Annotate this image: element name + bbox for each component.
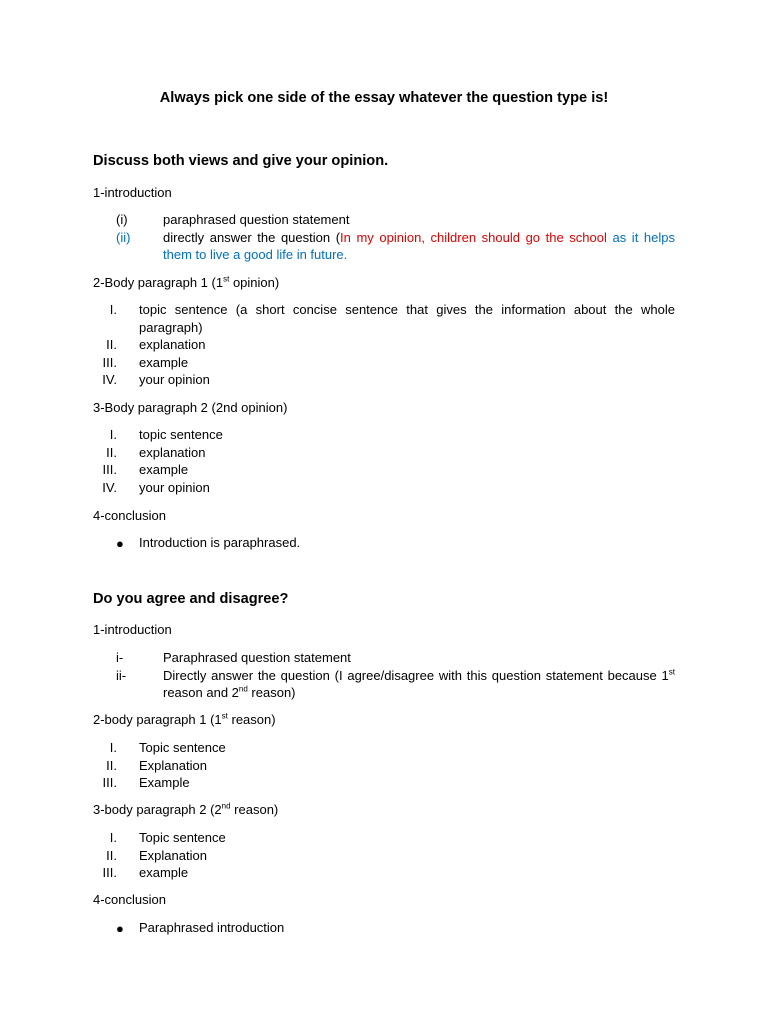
list-item xyxy=(93,864,675,882)
list-text: Introduction is paraphrased. xyxy=(139,535,301,550)
list-item xyxy=(93,461,675,479)
list-number: I. xyxy=(109,830,117,845)
s2-body2-label xyxy=(93,801,278,819)
superscript: nd xyxy=(238,684,248,694)
list-number: II. xyxy=(106,847,117,863)
list-text: example xyxy=(139,462,189,477)
list-text: Directly answer the question (I agree/disagree with this question statement because 1 xyxy=(163,667,669,683)
s2-intro-label: 1-introduction xyxy=(93,622,172,637)
list-number: IV. xyxy=(102,479,117,495)
bullet-icon: ● xyxy=(116,536,124,551)
list-text: Example xyxy=(139,775,190,790)
list-number: III. xyxy=(102,354,117,370)
list-item xyxy=(93,229,675,264)
highlight-blue-text: as it helps them to live a good life in future. xyxy=(163,229,675,262)
section2-heading: Do you agree and disagree? xyxy=(93,591,289,607)
list-text: Topic sentence xyxy=(139,740,226,755)
label-text: reason) xyxy=(230,802,279,817)
list-text: Paraphrased introduction xyxy=(139,920,285,935)
superscript: nd xyxy=(221,801,231,811)
list-number: II. xyxy=(106,337,117,352)
s2-body1-label xyxy=(93,711,276,729)
label-text: 2-Body paragraph 1 (1 xyxy=(93,275,224,290)
label-text: reason) xyxy=(227,712,276,727)
page-title: Always pick one side of the essay whatever the question type is! xyxy=(159,90,609,106)
list-text: reason and 2 xyxy=(163,685,239,700)
s1-body2-list xyxy=(93,426,675,496)
list-number: III. xyxy=(102,775,117,790)
s2-body2-list xyxy=(93,829,675,882)
list-text: explanation xyxy=(139,444,206,460)
list-item xyxy=(93,667,675,702)
list-item xyxy=(93,444,675,462)
list-item xyxy=(93,301,675,336)
list-item xyxy=(93,847,675,865)
list-item xyxy=(93,829,675,847)
list-item xyxy=(93,534,675,552)
list-number: I. xyxy=(109,740,117,755)
list-number: III. xyxy=(102,462,117,477)
label-text: 3-body paragraph 2 (2 xyxy=(93,802,222,817)
s1-conclusion-list xyxy=(93,534,675,552)
s1-intro-label: 1-introduction xyxy=(93,185,172,200)
superscript: st xyxy=(221,711,228,721)
s1-intro-list xyxy=(93,211,675,264)
list-number: (ii) xyxy=(116,229,131,245)
s1-conclusion-label: 4-conclusion xyxy=(93,508,166,523)
list-text: directly answer the question ( xyxy=(163,229,341,245)
s2-conclusion-label: 4-conclusion xyxy=(93,892,166,907)
list-number: IV. xyxy=(102,372,117,387)
list-number: III. xyxy=(102,865,117,880)
list-item xyxy=(93,371,675,389)
list-item xyxy=(93,757,675,775)
list-text: your opinion xyxy=(139,479,210,495)
list-text: Topic sentence xyxy=(139,830,226,845)
list-number: I. xyxy=(109,302,117,317)
list-text: reason) xyxy=(247,685,296,700)
s1-body2-label: 3-Body paragraph 2 (2nd opinion) xyxy=(93,400,288,415)
list-item xyxy=(93,211,675,229)
list-number: I. xyxy=(109,427,117,442)
s1-body1-list xyxy=(93,301,675,389)
list-text: your opinion xyxy=(139,372,210,387)
list-item xyxy=(93,354,675,372)
list-text: explanation xyxy=(139,337,206,352)
label-text: 2-body paragraph 1 (1 xyxy=(93,712,222,727)
list-item xyxy=(93,426,675,444)
list-text: Paraphrased question statement xyxy=(163,650,351,665)
list-text: topic sentence xyxy=(139,427,223,442)
list-item xyxy=(93,774,675,792)
list-text: topic sentence (a short concise sentence that gives the information about the whole paragraph) xyxy=(139,302,675,335)
highlight-red-text: In my opinion, children should go the school xyxy=(340,229,607,245)
superscript: st xyxy=(223,274,230,284)
section1-heading: Discuss both views and give your opinion. xyxy=(93,153,389,169)
list-number: i- xyxy=(116,650,124,665)
list-text: Explanation xyxy=(139,847,207,863)
list-item xyxy=(93,649,675,667)
s1-body1-label xyxy=(93,274,279,292)
list-text: example xyxy=(139,354,189,370)
list-item xyxy=(93,739,675,757)
list-number: II. xyxy=(106,444,117,460)
s2-body1-list xyxy=(93,739,675,792)
s2-intro-list xyxy=(93,649,675,702)
list-text: Explanation xyxy=(139,757,207,773)
list-item xyxy=(93,479,675,497)
label-text: opinion) xyxy=(229,275,280,290)
list-item xyxy=(93,336,675,354)
list-item xyxy=(93,919,675,937)
list-number: II. xyxy=(106,757,117,773)
bullet-icon: ● xyxy=(116,921,124,936)
list-number: (i) xyxy=(116,212,128,227)
s2-conclusion-list xyxy=(93,919,675,937)
superscript: st xyxy=(668,667,675,677)
list-text: paraphrased question statement xyxy=(163,212,350,227)
list-number: ii- xyxy=(116,667,127,683)
list-text: example xyxy=(139,865,189,880)
